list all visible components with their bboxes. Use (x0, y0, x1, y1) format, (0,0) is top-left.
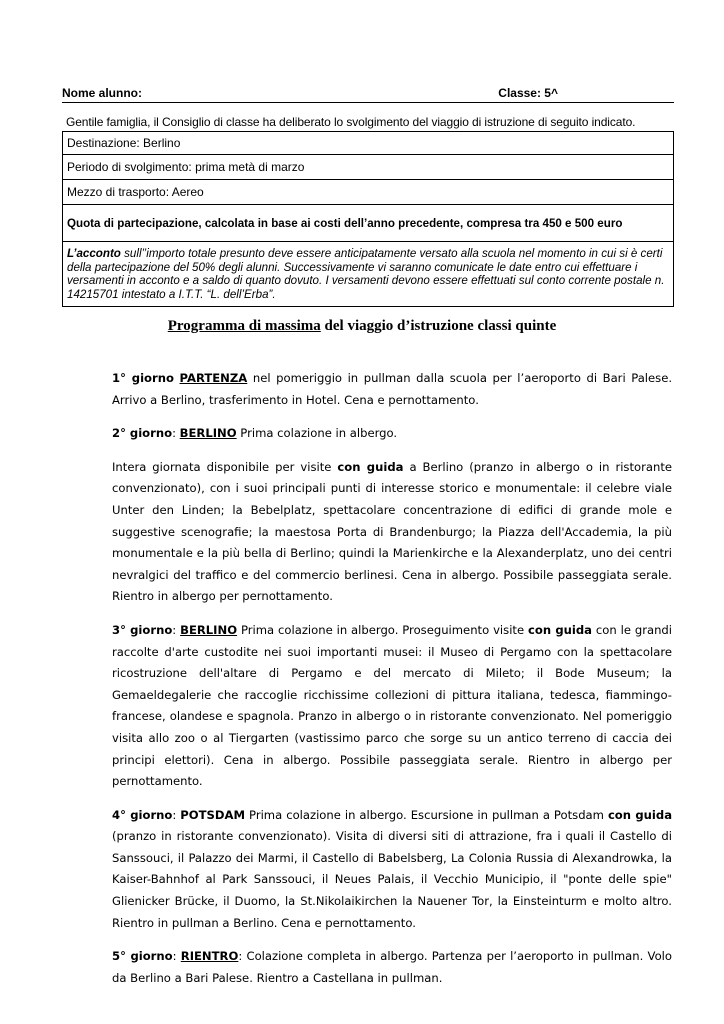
day-label: 4° giorno (112, 807, 173, 822)
period-cell: Periodo di svolgimento: prima metà di marzo (63, 155, 674, 180)
day-separator: : (172, 426, 180, 441)
day-label: 1° giorno (112, 371, 174, 385)
day-1-paragraph (112, 368, 672, 411)
intro-text: Gentile famiglia, il Consiglio di classe ha deliberato lo svolgimento del viaggio di istruzione di seguito indicato. (66, 115, 636, 129)
day-label: 2° giorno (112, 426, 173, 441)
day-place: BERLINO (179, 426, 237, 441)
trip-info-table (62, 131, 674, 307)
deposit-text: sull’’importo totale presunto deve essere anticipatamente versato alla scuola nel momento in cui si è certi della partecipazione del 50% degli alunni. Successivamente vi saranno comunicate le date entro cui effettuare i versamenti in acconto e a saldo di quanto dovuto. I versamenti devono essere effettuati sul conto corrente postale n. 14215701 intestato a I.T.T. “L. dell’Erba”. (67, 247, 665, 301)
day-place: BERLINO (180, 622, 238, 637)
destination-cell: Destinazione: Berlino (63, 132, 674, 155)
day-text: Prima colazione in albergo. Proseguimento visite (237, 622, 528, 637)
day-place: RIENTRO (180, 949, 239, 964)
transport-cell: Mezzo di trasporto: Aereo (63, 180, 674, 205)
day-text: nel pomeriggio in pullman dalla scuola per l’aeroporto di Bari Palese. Arrivo a Berlino, trasferimento in Hotel. Cena e pernottamento. (112, 371, 673, 407)
day-5-paragraph (112, 946, 672, 989)
day-text: (pranzo in ristorante convenzionato). Visita di diversi siti di attrazione, fra i quali il Castello di Sanssouci, il Palazzo dei Marmi, il Castello di Babelsberg, La Colonia Russia di Alexandrowka, la Kaiser-Bahnhof al Park Sanssouci, il Neues Palais, il Vecchio Municipio, il "ponte delle spie" Glienicker Brücke, il Duomo, la St.Nikolaikirchen la Nauener Tor, la Einsteinturm e molto altro. Rientro in pullman a Berlino. Cena e pernottamento. (112, 829, 672, 930)
day-text: Prima colazione in albergo. (236, 426, 398, 441)
day-place: PARTENZA (179, 371, 248, 385)
day-3-paragraph (112, 620, 672, 793)
deposit-cell (63, 242, 674, 307)
program-title-underlined: Programma di massima (167, 318, 321, 334)
fee-cell: Quota di partecipazione, calcolata in base ai costi dell’anno precedente, compresa tra 450 e 500 euro (63, 205, 674, 242)
day-label: 3° giorno (112, 622, 173, 637)
day-separator: : (172, 949, 181, 964)
guide-label: con guida (337, 459, 404, 474)
guide-label: con guida (607, 807, 673, 822)
day-separator: : (172, 807, 181, 822)
day-label: 5° giorno (112, 949, 173, 964)
class-label: Classe: 5^ (498, 86, 558, 100)
program-days (112, 368, 672, 1001)
student-header (62, 86, 674, 103)
day-text: Prima colazione in albergo. Escursione in pullman a Potsdam (245, 807, 608, 822)
day-2-paragraph (112, 423, 672, 445)
program-title-rest: del viaggio d’istruzione classi quinte (320, 318, 557, 334)
day-4-paragraph (112, 805, 672, 935)
day-separator: : (172, 622, 181, 637)
day-text: Intera giornata disponibile per visite (112, 459, 338, 474)
deposit-bold-label: L’acconto (67, 247, 121, 260)
day-text: a Berlino (pranzo in albergo o in ristorante convenzionato), con i suoi principali punti di interesse storico e monumentale: il celebre viale Unter den Linden; la Bebelplatz, spettacolare concentrazione di edifici di grande mole e suggestive scenografie; la maestosa Porta di Brandenburgo; la Piazza dell'Accademia, la più monumentale e la più bella di Berlino; quindi la Marienkirche e la Alexanderplatz, uno dei centri nevralgici del traffico e del commercio berlinesi. Cena in albergo. Possibile passeggiata serale. Rientro in albergo per pernottamento. (112, 459, 673, 604)
guide-label: con guida (528, 622, 592, 637)
day-place: POTSDAM (180, 807, 246, 822)
program-title (0, 318, 724, 335)
student-name-label: Nome alunno: (62, 86, 142, 100)
day-text: : Colazione completa in albergo. Partenza per l’aeroporto in pullman. Volo da Berlino a Bari Palese. Rientro a Castellana in pullman. (112, 949, 672, 985)
day-2-details-paragraph (112, 457, 672, 608)
day-text: con le grandi raccolte d'arte custodite nei suoi importanti musei: il Museo di Pergamo con la spettacolare ricostruzione dell'altare di Pergamo e del mercato di Mileto; il Bode Museum; la Gemaeldegalerie che raccoglie ricchissime collezioni di pittura italiana, tedesca, fiammingo-francese, olandese e spagnola. Pranzo in albergo o in ristorante convenzionato. Nel pomeriggio visita allo zoo o al Tiergarten (vastissimo parco che sorge su un antico terreno di caccia dei principi elettori). Cena in albergo. Possibile passeggiata serale. Rientro in albergo per pernottamento. (112, 622, 673, 789)
